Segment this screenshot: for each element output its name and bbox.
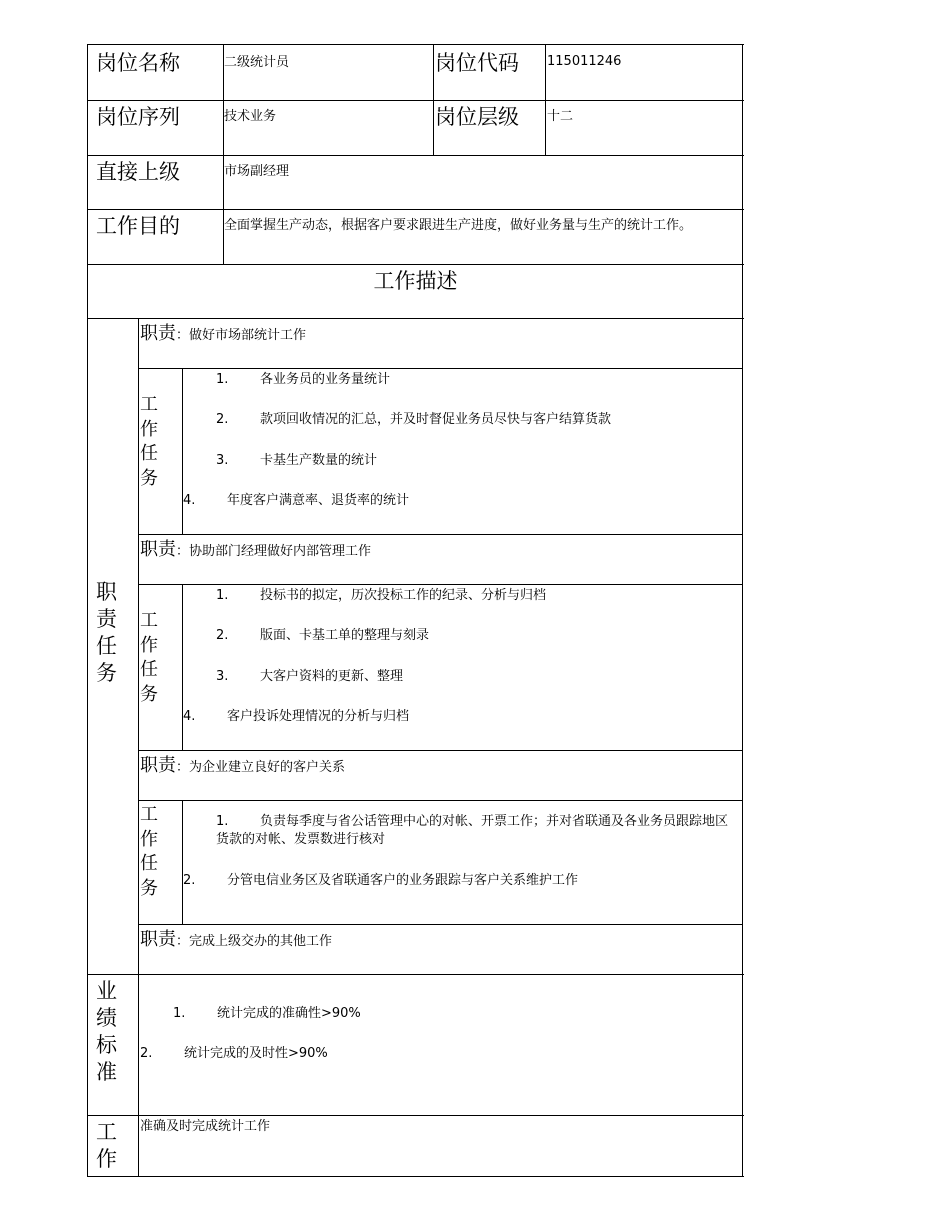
task-item (216, 627, 736, 645)
task-item (216, 813, 736, 849)
duty-prefix: 职责 (140, 929, 176, 950)
task-text: 版面、卡基工单的整理与刻录 (260, 628, 430, 643)
superior-value: 市场副经理 (224, 164, 290, 179)
task-text: 各业务员的业务量统计 (260, 372, 391, 387)
task-label: 工作任务 (140, 804, 158, 899)
task-item (216, 452, 736, 470)
task-number: 2. (216, 628, 229, 643)
task-number: 1. (216, 372, 229, 387)
task-number: 4. (183, 493, 196, 508)
duty-heading (140, 322, 306, 346)
task-text: 大客户资料的更新、整理 (260, 669, 404, 684)
performance-number: 2. (140, 1046, 153, 1061)
task-label: 工作任务 (140, 394, 158, 489)
task-item (183, 708, 733, 726)
duty-prefix: 职责 (140, 755, 176, 776)
performance-label: 业绩标准 (96, 979, 117, 1084)
duty-heading (140, 928, 332, 952)
task-label: 工作任务 (140, 610, 158, 705)
task-number: 2. (216, 412, 229, 427)
task-text: 年度客户满意率、退货率的统计 (227, 493, 410, 508)
task-item (183, 872, 733, 890)
job-code-value: 115011246 (547, 54, 622, 69)
job-series-label: 岗位序列 (96, 105, 180, 129)
duty-prefix: 职责 (140, 539, 176, 560)
duties-tasks-label: 职责任务 (96, 580, 117, 685)
duty-prefix: 职责 (140, 323, 176, 344)
task-text: 分管电信业务区及省联通客户的业务跟踪与客户关系维护工作 (227, 873, 579, 888)
performance-item (173, 1005, 733, 1023)
task-text: 款项回收情况的汇总，并及时督促业务员尽快与客户结算货款 (260, 412, 612, 427)
task-number: 3. (216, 453, 229, 468)
duty-heading (140, 754, 345, 778)
purpose-value: 全面掌握生产动态，根据客户要求跟进生产进度，做好业务量与生产的统计工作。 (224, 218, 693, 233)
superior-label: 直接上级 (96, 160, 180, 184)
task-text: 负责每季度与省公话管理中心的对帐、开票工作；并对省联通及各业务员跟踪地区货款的对帐、发票数进行核对 (216, 814, 729, 847)
task-number: 1. (216, 588, 229, 603)
job-title-value: 二级统计员 (224, 55, 290, 70)
task-number: 4. (183, 709, 196, 724)
duty-title: ：做好市场部统计工作 (176, 328, 307, 343)
task-text: 投标书的拟定，历次投标工作的纪录、分析与归档 (260, 588, 547, 603)
performance-item (140, 1045, 730, 1063)
performance-number: 1. (173, 1006, 186, 1021)
performance-text: 统计完成的准确性>90% (217, 1006, 361, 1021)
task-item (216, 411, 736, 429)
performance-text: 统计完成的及时性>90% (184, 1046, 328, 1061)
job-code-label: 岗位代码 (435, 51, 519, 75)
job-level-value: 十二 (547, 109, 574, 124)
duty-title: ：协助部门经理做好内部管理工作 (176, 544, 372, 559)
job-title-label: 岗位名称 (96, 51, 180, 75)
work-label: 工作 (96, 1120, 117, 1171)
duty-title: ：完成上级交办的其他工作 (176, 934, 333, 949)
work-text: 准确及时完成统计工作 (140, 1119, 271, 1134)
task-item (183, 492, 733, 510)
duty-heading (140, 538, 371, 562)
job-level-label: 岗位层级 (435, 105, 519, 129)
task-number: 1. (216, 814, 229, 829)
task-item (216, 587, 736, 605)
purpose-label: 工作目的 (96, 214, 180, 238)
task-item (216, 668, 736, 686)
task-text: 客户投诉处理情况的分析与归档 (227, 709, 410, 724)
task-number: 3. (216, 669, 229, 684)
task-text: 卡基生产数量的统计 (260, 453, 378, 468)
task-number: 2. (183, 873, 196, 888)
section-title-work-description: 工作描述 (373, 269, 458, 293)
task-item (216, 371, 736, 389)
job-series-value: 技术业务 (224, 109, 277, 124)
duty-title: ：为企业建立良好的客户关系 (176, 760, 346, 775)
